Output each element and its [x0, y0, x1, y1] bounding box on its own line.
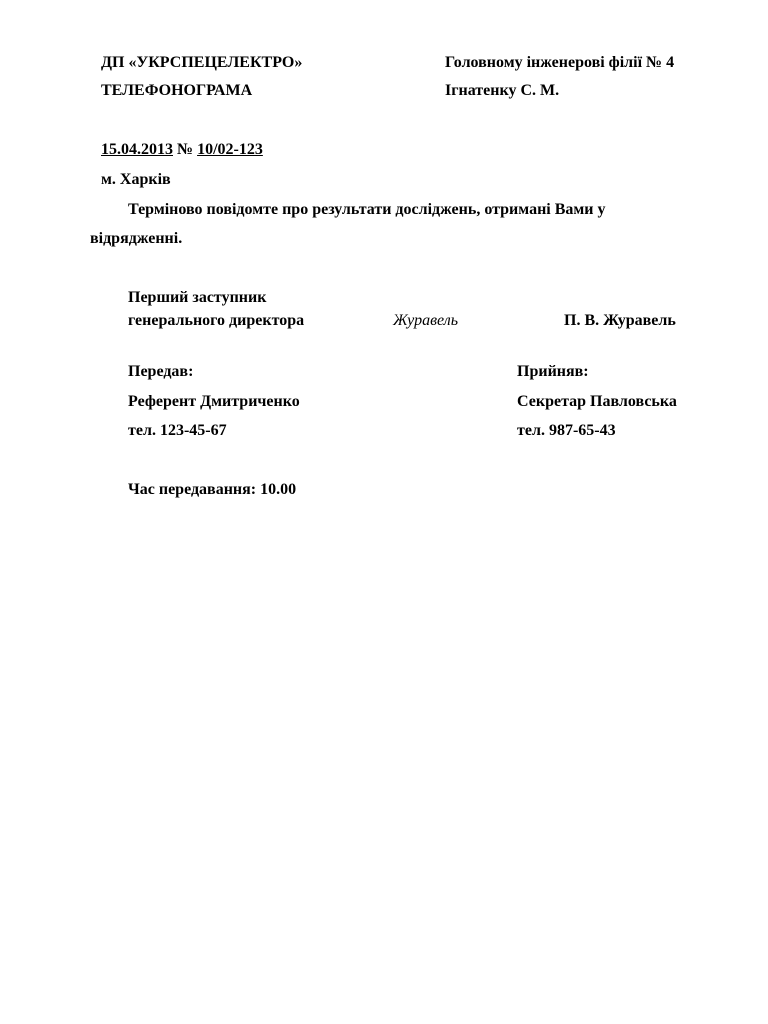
document-date: 15.04.2013	[101, 141, 173, 158]
document-place: м. Харків	[101, 171, 171, 188]
receiver-phone: тел. 987-65-43	[517, 422, 616, 439]
body-text-line-2: відрядженні.	[90, 230, 183, 247]
sender-name: Референт Дмитриченко	[128, 393, 300, 410]
received-by-label: Прийняв:	[517, 363, 589, 380]
signer-position-line-1: Перший заступник	[128, 289, 267, 306]
signer-position-line-2: генерального директора	[128, 312, 305, 329]
body-text-line-1: Терміново повідомте про результати досліджень, отримані Вами у	[128, 201, 606, 218]
signer-name: П. В. Журавель	[564, 312, 676, 329]
sender-phone: тел. 123-45-67	[128, 422, 227, 439]
organization-name: ДП «УКРСПЕЦЕЛЕКТРО»	[101, 54, 303, 71]
registration-line	[101, 140, 263, 160]
document-number: 10/02-123	[197, 141, 263, 158]
document-type-title: ТЕЛЕФОНОГРАМА	[101, 82, 253, 99]
addressee-name: Ігнатенку С. М.	[445, 82, 560, 99]
sent-by-label: Передав:	[128, 363, 194, 380]
number-sign: №	[177, 141, 194, 158]
transmission-time: Час передавання: 10.00	[128, 481, 297, 498]
handwritten-signature: Журавель	[393, 312, 458, 329]
receiver-name: Секретар Павловська	[517, 393, 677, 410]
addressee-position: Головному інженерові філії № 4	[445, 54, 675, 71]
